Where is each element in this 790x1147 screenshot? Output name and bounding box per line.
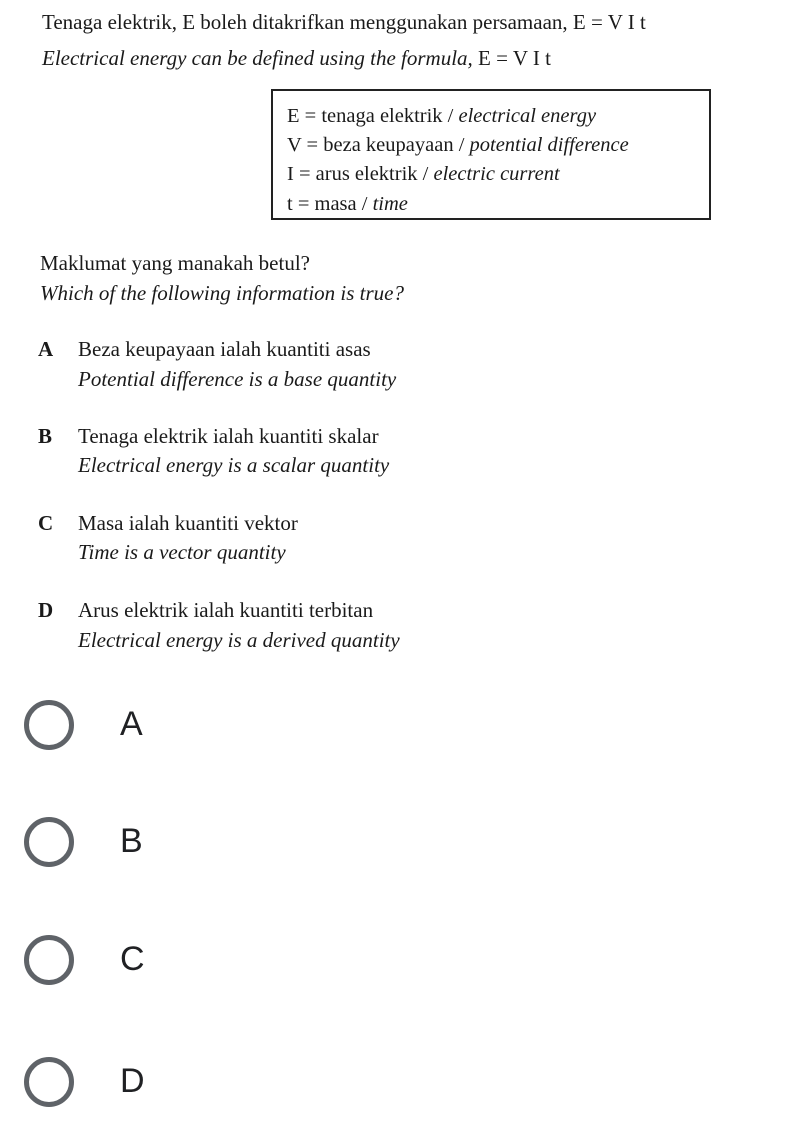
option-letter: D — [38, 598, 54, 622]
option-text-malay: Beza keupayaan ialah kuantiti asas — [78, 337, 371, 361]
legend-symbol: t = masa / — [287, 193, 368, 215]
option-text-malay: Arus elektrik ialah kuantiti terbitan — [78, 598, 374, 622]
answer-choice-label[interactable]: C — [120, 940, 145, 978]
legend-symbol: I = arus elektrik / — [287, 163, 429, 185]
legend-row-current — [287, 161, 560, 187]
legend-symbol: E = tenaga elektrik / — [287, 105, 454, 127]
legend-row-voltage — [287, 132, 629, 158]
option-letter: A — [38, 337, 54, 361]
answer-choice-c[interactable] — [22, 930, 362, 1000]
answer-choice-label[interactable]: B — [120, 822, 143, 860]
legend-row-time — [287, 191, 408, 217]
radio-button-b[interactable] — [24, 817, 74, 867]
formula-legend-box — [271, 89, 711, 220]
answer-choice-d[interactable] — [22, 1052, 362, 1122]
option-text-english: Electrical energy is a derived quantity — [78, 628, 400, 652]
option-letter: B — [38, 424, 53, 448]
legend-english: electric current — [433, 163, 560, 185]
radio-button-d[interactable] — [24, 1057, 74, 1107]
legend-english: time — [372, 193, 408, 215]
radio-button-c[interactable] — [24, 935, 74, 985]
legend-row-energy — [287, 103, 596, 129]
intro-malay — [42, 9, 646, 35]
legend-symbol: V = beza keupayaan / — [287, 134, 465, 156]
intro-malay-text: Tenaga elektrik, E boleh ditakrifkan menggunakan persamaan, — [42, 10, 568, 34]
option-letter: C — [38, 511, 54, 535]
answer-choice-label[interactable]: A — [120, 705, 143, 743]
intro-english — [42, 45, 551, 71]
legend-english: electrical energy — [458, 105, 597, 127]
answer-choice-b[interactable] — [22, 812, 362, 882]
option-text-english: Electrical energy is a scalar quantity — [78, 453, 390, 477]
prompt-english: Which of the following information is true? — [40, 281, 404, 305]
option-text-english: Potential difference is a base quantity — [78, 367, 397, 391]
prompt-malay: Maklumat yang manakah betul? — [40, 251, 310, 275]
answer-choice-label[interactable]: D — [120, 1062, 145, 1100]
formula: E = V I t — [572, 10, 646, 34]
answer-choice-a[interactable] — [22, 695, 362, 765]
intro-english-text: Electrical energy can be defined using the formula, — [42, 46, 473, 70]
radio-button-a[interactable] — [24, 700, 74, 750]
option-text-english: Time is a vector quantity — [78, 540, 286, 564]
legend-english: potential difference — [469, 134, 629, 156]
formula-english: E = V I t — [478, 46, 551, 70]
option-text-malay: Tenaga elektrik ialah kuantiti skalar — [78, 424, 379, 448]
option-text-malay: Masa ialah kuantiti vektor — [78, 511, 298, 535]
